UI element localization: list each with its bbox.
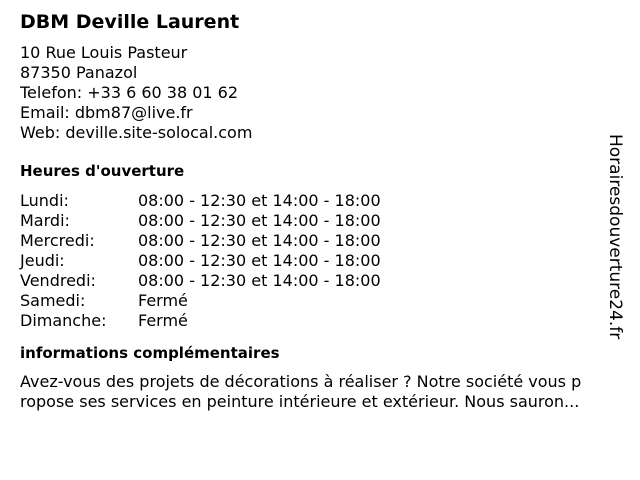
day-label: Vendredi:: [20, 271, 96, 290]
hours-row-mercredi: [20, 231, 632, 251]
site-watermark: Horairesdouverture24.fr: [605, 134, 625, 340]
day-label: Dimanche:: [20, 311, 107, 330]
info-description-line: ropose ses services en peinture intérieure et extérieur. Nous sauron...: [20, 392, 580, 411]
hours-row-mardi: [20, 211, 632, 231]
day-hours: Fermé: [138, 291, 188, 310]
info-description-line: Avez-vous des projets de décorations à réaliser ? Notre société vous p: [20, 372, 582, 391]
day-hours: 08:00 - 12:30 et 14:00 - 18:00: [138, 251, 381, 270]
day-hours: 08:00 - 12:30 et 14:00 - 18:00: [138, 191, 381, 210]
hours-row-lundi: [20, 191, 632, 211]
day-hours: 08:00 - 12:30 et 14:00 - 18:00: [138, 211, 381, 230]
business-card: [20, 10, 632, 412]
info-description: [20, 372, 632, 412]
hours-row-dimanche: [20, 311, 632, 331]
day-label: Mercredi:: [20, 231, 95, 250]
hours-row-jeudi: [20, 251, 632, 271]
day-hours: Fermé: [138, 311, 188, 330]
hours-table: [20, 191, 632, 331]
web-line: Web: deville.site-solocal.com: [20, 123, 253, 142]
day-hours: 08:00 - 12:30 et 14:00 - 18:00: [138, 231, 381, 250]
email-line: Email: dbm87@live.fr: [20, 103, 193, 122]
phone-line: Telefon: +33 6 60 38 01 62: [20, 83, 239, 102]
day-hours: 08:00 - 12:30 et 14:00 - 18:00: [138, 271, 381, 290]
day-label: Lundi:: [20, 191, 69, 210]
business-name: DBM Deville Laurent: [20, 11, 240, 33]
address-city: 87350 Panazol: [20, 63, 138, 82]
hours-heading: Heures d'ouverture: [20, 162, 185, 180]
address-street: 10 Rue Louis Pasteur: [20, 43, 188, 62]
day-label: Samedi:: [20, 291, 86, 310]
info-heading: informations complémentaires: [20, 344, 280, 362]
day-label: Mardi:: [20, 211, 70, 230]
hours-row-vendredi: [20, 271, 632, 291]
day-label: Jeudi:: [20, 251, 65, 270]
hours-row-samedi: [20, 291, 632, 311]
